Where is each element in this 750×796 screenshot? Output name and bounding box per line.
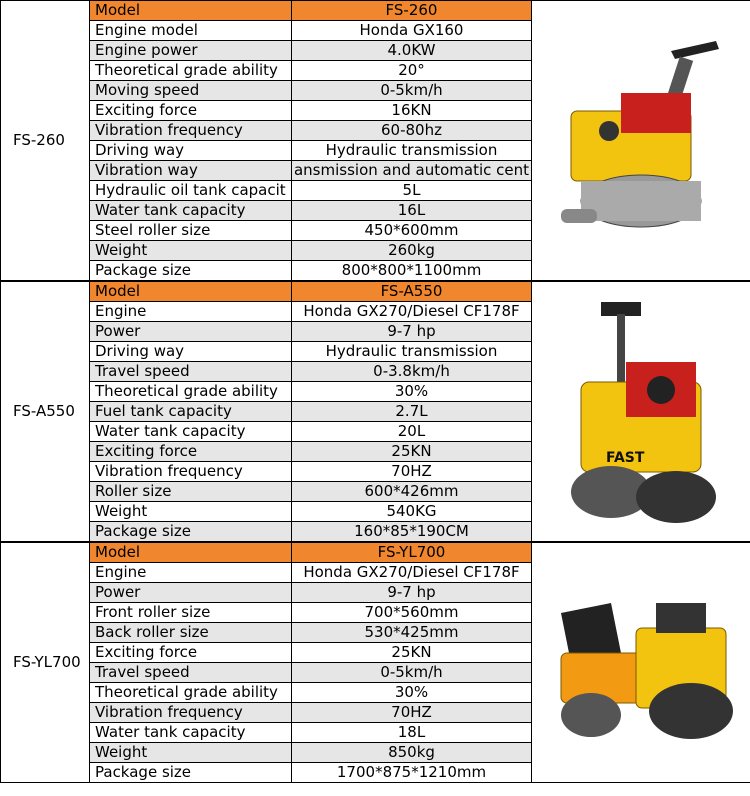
header-value: FS-260 [292, 1, 532, 21]
spec-label: Exciting force [90, 442, 292, 462]
spec-label: Exciting force [90, 101, 292, 121]
spec-value: 9-7 hp [292, 322, 532, 342]
spec-label: Engine [90, 302, 292, 322]
spec-value: 600*426mm [292, 482, 532, 502]
spec-label: Front roller size [90, 603, 292, 623]
spec-label: Power [90, 322, 292, 342]
spec-label: Fuel tank capacity [90, 402, 292, 422]
spec-value: 70HZ [292, 703, 532, 723]
spec-value: 18L [292, 723, 532, 743]
spec-value: 25KN [292, 643, 532, 663]
spec-table-body [1, 1, 750, 783]
header-value: FS-YL700 [292, 542, 532, 563]
spec-label: Roller size [90, 482, 292, 502]
header-label: Model [90, 281, 292, 302]
spec-value: 30% [292, 683, 532, 703]
spec-label: Hydraulic oil tank capacit [90, 181, 292, 201]
spec-value: 2.7L [292, 402, 532, 422]
spec-label: Engine model [90, 21, 292, 41]
spec-value: 160*85*190CM [292, 522, 532, 543]
spec-value: 25KN [292, 442, 532, 462]
spec-label: Engine [90, 563, 292, 583]
spec-value: Hydraulic transmission [292, 342, 532, 362]
single-drum-roller-image [532, 1, 750, 282]
spec-label: Theoretical grade ability [90, 382, 292, 402]
spec-value: 30% [292, 382, 532, 402]
spec-value: 1700*875*1210mm [292, 763, 532, 783]
model-header-row [1, 542, 750, 563]
spec-label: Travel speed [90, 362, 292, 382]
spec-value: Hydraulic transmission [292, 141, 532, 161]
spec-label: Theoretical grade ability [90, 683, 292, 703]
single-drum-roller-drawing [551, 31, 731, 251]
spec-value: 700*560mm [292, 603, 532, 623]
spec-label: Weight [90, 743, 292, 763]
spec-value: ansmission and automatic cent [292, 161, 532, 181]
spec-label: Moving speed [90, 81, 292, 101]
spec-value: 450*600mm [292, 221, 532, 241]
double-drum-roller-drawing [551, 292, 731, 532]
spec-label: Driving way [90, 141, 292, 161]
spec-label: Vibration way [90, 161, 292, 181]
spec-label: Water tank capacity [90, 723, 292, 743]
model-header-row [1, 1, 750, 21]
model-header-row [1, 281, 750, 302]
spec-value: 0-5km/h [292, 663, 532, 683]
spec-label: Exciting force [90, 643, 292, 663]
spec-value: 0-5km/h [292, 81, 532, 101]
spec-value: 530*425mm [292, 623, 532, 643]
double-drum-roller-image [532, 281, 750, 542]
spec-label: Weight [90, 241, 292, 261]
spec-value: Honda GX160 [292, 21, 532, 41]
spec-value: Honda GX270/Diesel CF178F [292, 563, 532, 583]
spec-label: Package size [90, 522, 292, 543]
spec-label: Engine power [90, 41, 292, 61]
spec-value: 70HZ [292, 462, 532, 482]
spec-label: Steel roller size [90, 221, 292, 241]
ride-on-roller-drawing [541, 583, 741, 743]
header-label: Model [90, 542, 292, 563]
spec-value: 9-7 hp [292, 583, 532, 603]
spec-value: 16L [292, 201, 532, 221]
spec-label: Vibration frequency [90, 121, 292, 141]
spec-value: 850kg [292, 743, 532, 763]
spec-label: Weight [90, 502, 292, 522]
spec-value: 5L [292, 181, 532, 201]
spec-label: Vibration frequency [90, 462, 292, 482]
spec-value: 260kg [292, 241, 532, 261]
header-label: Model [90, 1, 292, 21]
spec-label: Vibration frequency [90, 703, 292, 723]
spec-label: Theoretical grade ability [90, 61, 292, 81]
spec-value: Honda GX270/Diesel CF178F [292, 302, 532, 322]
spec-value: 540KG [292, 502, 532, 522]
spec-label: Travel speed [90, 663, 292, 683]
spec-value: 16KN [292, 101, 532, 121]
model-name-cell: FS-260 [1, 1, 90, 282]
spec-value: 4.0KW [292, 41, 532, 61]
spec-label: Water tank capacity [90, 422, 292, 442]
brand-mark: FAST [606, 449, 645, 466]
spec-label: Water tank capacity [90, 201, 292, 221]
spec-value: 800*800*1100mm [292, 261, 532, 282]
model-name-cell: FS-YL700 [1, 542, 90, 783]
spec-label: Power [90, 583, 292, 603]
model-name-cell: FS-A550 [1, 281, 90, 542]
spec-value: 20L [292, 422, 532, 442]
spec-value: 0-3.8km/h [292, 362, 532, 382]
spec-label: Package size [90, 261, 292, 282]
ride-on-roller-image [532, 542, 750, 783]
header-value: FS-A550 [292, 281, 532, 302]
spec-label: Package size [90, 763, 292, 783]
spec-label: Back roller size [90, 623, 292, 643]
spec-value: 60-80hz [292, 121, 532, 141]
spec-value: 20° [292, 61, 532, 81]
spec-label: Driving way [90, 342, 292, 362]
